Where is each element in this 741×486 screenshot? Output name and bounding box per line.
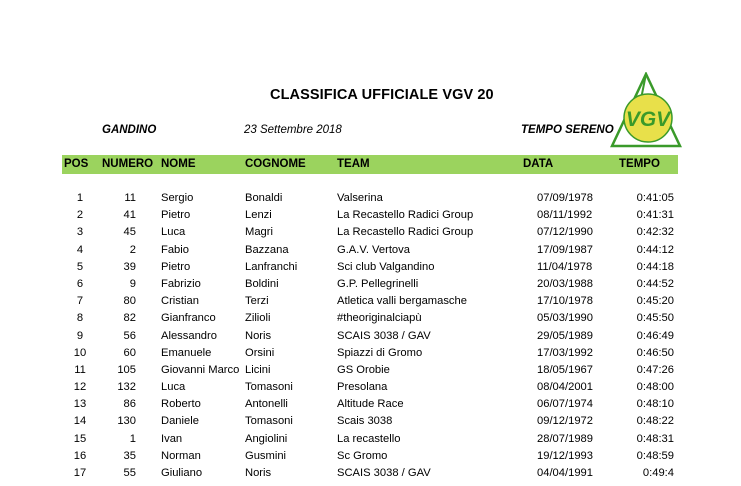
cell-pos: 1 bbox=[76, 192, 84, 204]
cell-numero: 60 bbox=[123, 346, 136, 359]
header-pos: POS bbox=[64, 158, 89, 170]
cell-data: 29/05/1989 bbox=[537, 329, 593, 342]
cell-cognome: Licini bbox=[245, 363, 271, 376]
cell-data: 07/12/1990 bbox=[537, 226, 593, 239]
cell-nome: Cristian bbox=[161, 295, 199, 308]
cell-nome: Roberto bbox=[161, 398, 201, 411]
cell-team: SCAIS 3038 / GAV bbox=[337, 467, 431, 479]
cell-pos: 10 bbox=[73, 346, 87, 359]
cell-pos: 13 bbox=[73, 398, 87, 411]
table-row bbox=[0, 379, 741, 396]
cell-tempo: 0:41:31 bbox=[636, 209, 674, 222]
cell-data: 08/11/1992 bbox=[537, 209, 593, 222]
cell-nome: Ivan bbox=[161, 432, 183, 445]
cell-numero: 2 bbox=[129, 243, 136, 256]
cell-numero: 9 bbox=[129, 277, 136, 290]
cell-team: Presolana bbox=[337, 381, 388, 394]
table-row bbox=[0, 328, 741, 345]
cell-team: La Recastello Radici Group bbox=[337, 209, 474, 222]
cell-numero: 1 bbox=[129, 432, 136, 445]
cell-cognome: Terzi bbox=[245, 295, 269, 308]
cell-data: 07/09/1978 bbox=[537, 192, 593, 204]
table-row bbox=[0, 276, 741, 293]
cell-cognome: Boldini bbox=[245, 277, 279, 290]
cell-tempo: 0:45:50 bbox=[636, 312, 674, 325]
cell-numero: 132 bbox=[117, 381, 136, 394]
cell-data: 19/12/1993 bbox=[537, 449, 593, 462]
cell-pos: 7 bbox=[76, 295, 84, 308]
cell-numero: 82 bbox=[123, 312, 136, 325]
cell-tempo: 0:46:50 bbox=[636, 346, 674, 359]
cell-numero: 11 bbox=[124, 192, 136, 204]
cell-pos: 14 bbox=[73, 415, 87, 428]
cell-cognome: Zilioli bbox=[245, 312, 271, 325]
table-row bbox=[0, 345, 741, 362]
cell-team: Altitude Race bbox=[337, 398, 404, 411]
cell-nome: Daniele bbox=[161, 415, 199, 428]
table-row bbox=[0, 431, 741, 448]
cell-team: La Recastello Radici Group bbox=[337, 226, 474, 239]
table-row bbox=[0, 465, 741, 482]
header-data: DATA bbox=[523, 158, 554, 170]
cell-cognome: Magri bbox=[245, 226, 273, 239]
cell-numero: 39 bbox=[123, 260, 136, 273]
cell-team: Sci club Valgandino bbox=[337, 260, 435, 273]
cell-data: 08/04/2001 bbox=[537, 381, 593, 394]
cell-nome: Norman bbox=[161, 449, 201, 462]
cell-cognome: Gusmini bbox=[245, 449, 287, 462]
cell-pos: 9 bbox=[76, 329, 84, 342]
cell-numero: 41 bbox=[123, 209, 136, 222]
cell-cognome: Bazzana bbox=[245, 243, 289, 256]
cell-team: SCAIS 3038 / GAV bbox=[337, 329, 431, 342]
table-row bbox=[0, 396, 741, 413]
cell-numero: 80 bbox=[123, 295, 136, 308]
table-row bbox=[0, 207, 741, 224]
logo-lettering: VGV bbox=[625, 108, 671, 131]
table-row bbox=[0, 293, 741, 310]
cell-nome: Pietro bbox=[161, 209, 191, 222]
table-row bbox=[0, 259, 741, 276]
results-table bbox=[0, 190, 741, 482]
cell-tempo: 0:49:4 bbox=[642, 467, 674, 479]
table-row bbox=[0, 448, 741, 465]
cell-tempo: 0:48:31 bbox=[636, 432, 674, 445]
cell-nome: Alessandro bbox=[161, 329, 217, 342]
cell-cognome: Angiolini bbox=[245, 432, 288, 445]
race-weather: TEMPO SERENO bbox=[521, 124, 614, 136]
cell-team: Sc Gromo bbox=[337, 449, 388, 462]
cell-numero: 56 bbox=[123, 329, 136, 342]
cell-team: Valserina bbox=[337, 192, 383, 204]
cell-nome: Pietro bbox=[161, 260, 191, 273]
cell-pos: 17 bbox=[73, 467, 87, 479]
cell-pos: 4 bbox=[76, 243, 84, 256]
header-team: TEAM bbox=[337, 158, 370, 170]
cell-numero: 130 bbox=[117, 415, 136, 428]
cell-tempo: 0:45:20 bbox=[636, 295, 674, 308]
cell-cognome: Lanfranchi bbox=[245, 260, 298, 273]
cell-tempo: 0:48:00 bbox=[636, 381, 674, 394]
vgv-logo bbox=[608, 72, 684, 148]
cell-numero: 105 bbox=[117, 363, 136, 376]
cell-pos: 16 bbox=[73, 449, 87, 462]
cell-numero: 86 bbox=[123, 398, 136, 411]
cell-nome: Fabio bbox=[161, 243, 189, 256]
cell-data: 17/10/1978 bbox=[537, 295, 593, 308]
cell-numero: 45 bbox=[123, 226, 136, 239]
cell-cognome: Antonelli bbox=[245, 398, 288, 411]
table-row bbox=[0, 310, 741, 327]
cell-pos: 12 bbox=[73, 381, 87, 394]
cell-nome: Giovanni Marco bbox=[161, 363, 240, 376]
cell-tempo: 0:48:22 bbox=[636, 415, 674, 428]
header-numero: NUMERO bbox=[102, 158, 154, 170]
table-row bbox=[0, 224, 741, 241]
cell-cognome: Tomasoni bbox=[245, 381, 293, 394]
cell-tempo: 0:42:32 bbox=[636, 226, 674, 239]
cell-numero: 35 bbox=[123, 449, 136, 462]
race-location: GANDINO bbox=[102, 124, 157, 136]
cell-data: 05/03/1990 bbox=[537, 312, 593, 325]
cell-data: 18/05/1967 bbox=[537, 363, 593, 376]
cell-cognome: Tomasoni bbox=[245, 415, 293, 428]
cell-pos: 3 bbox=[76, 226, 84, 239]
cell-tempo: 0:46:49 bbox=[636, 329, 674, 342]
cell-nome: Gianfranco bbox=[161, 312, 216, 325]
header-cognome: COGNOME bbox=[245, 158, 306, 170]
cell-tempo: 0:44:18 bbox=[636, 260, 674, 273]
cell-nome: Emanuele bbox=[161, 346, 212, 359]
cell-pos: 2 bbox=[76, 209, 84, 222]
cell-data: 17/03/1992 bbox=[537, 346, 593, 359]
cell-data: 04/04/1991 bbox=[537, 467, 593, 479]
cell-cognome: Bonaldi bbox=[245, 192, 283, 204]
cell-nome: Giuliano bbox=[161, 467, 203, 479]
race-date: 23 Settembre 2018 bbox=[244, 124, 342, 136]
cell-cognome: Lenzi bbox=[245, 209, 272, 222]
cell-cognome: Orsini bbox=[245, 346, 275, 359]
cell-cognome: Noris bbox=[245, 329, 272, 342]
cell-cognome: Noris bbox=[245, 467, 272, 479]
cell-data: 06/07/1974 bbox=[537, 398, 593, 411]
cell-team: Scais 3038 bbox=[337, 415, 393, 428]
table-row bbox=[0, 413, 741, 430]
cell-pos: 11 bbox=[74, 363, 86, 376]
cell-team: #theoriginalciapù bbox=[337, 312, 422, 325]
cell-team: Spiazzi di Gromo bbox=[337, 346, 423, 359]
cell-nome: Fabrizio bbox=[161, 277, 201, 290]
cell-nome: Sergio bbox=[161, 192, 194, 204]
cell-tempo: 0:47:26 bbox=[636, 363, 674, 376]
cell-data: 11/04/1978 bbox=[537, 260, 593, 273]
cell-tempo: 0:44:52 bbox=[636, 277, 674, 290]
document-title: CLASSIFICA UFFICIALE VGV 20 bbox=[270, 87, 494, 103]
cell-pos: 15 bbox=[73, 432, 87, 445]
header-tempo: TEMPO bbox=[619, 158, 660, 170]
table-row bbox=[0, 242, 741, 259]
table-row bbox=[0, 190, 741, 207]
table-header-bar bbox=[62, 155, 678, 174]
cell-pos: 5 bbox=[76, 260, 84, 273]
cell-tempo: 0:44:12 bbox=[636, 243, 674, 256]
cell-data: 28/07/1989 bbox=[537, 432, 593, 445]
cell-data: 20/03/1988 bbox=[537, 277, 593, 290]
table-row bbox=[0, 362, 741, 379]
cell-tempo: 0:41:05 bbox=[636, 192, 674, 204]
cell-pos: 8 bbox=[76, 312, 84, 325]
cell-data: 17/09/1987 bbox=[537, 243, 593, 256]
cell-team: G.A.V. Vertova bbox=[337, 243, 410, 256]
cell-team: G.P. Pellegrinelli bbox=[337, 277, 419, 290]
cell-team: GS Orobie bbox=[337, 363, 390, 376]
cell-data: 09/12/1972 bbox=[537, 415, 593, 428]
cell-team: La recastello bbox=[337, 432, 401, 445]
cell-nome: Luca bbox=[161, 381, 186, 394]
cell-tempo: 0:48:59 bbox=[636, 449, 674, 462]
cell-pos: 6 bbox=[76, 277, 84, 290]
cell-tempo: 0:48:10 bbox=[636, 398, 674, 411]
header-nome: NOME bbox=[161, 158, 196, 170]
cell-nome: Luca bbox=[161, 226, 186, 239]
cell-numero: 55 bbox=[123, 467, 136, 479]
cell-team: Atletica valli bergamasche bbox=[337, 295, 467, 308]
